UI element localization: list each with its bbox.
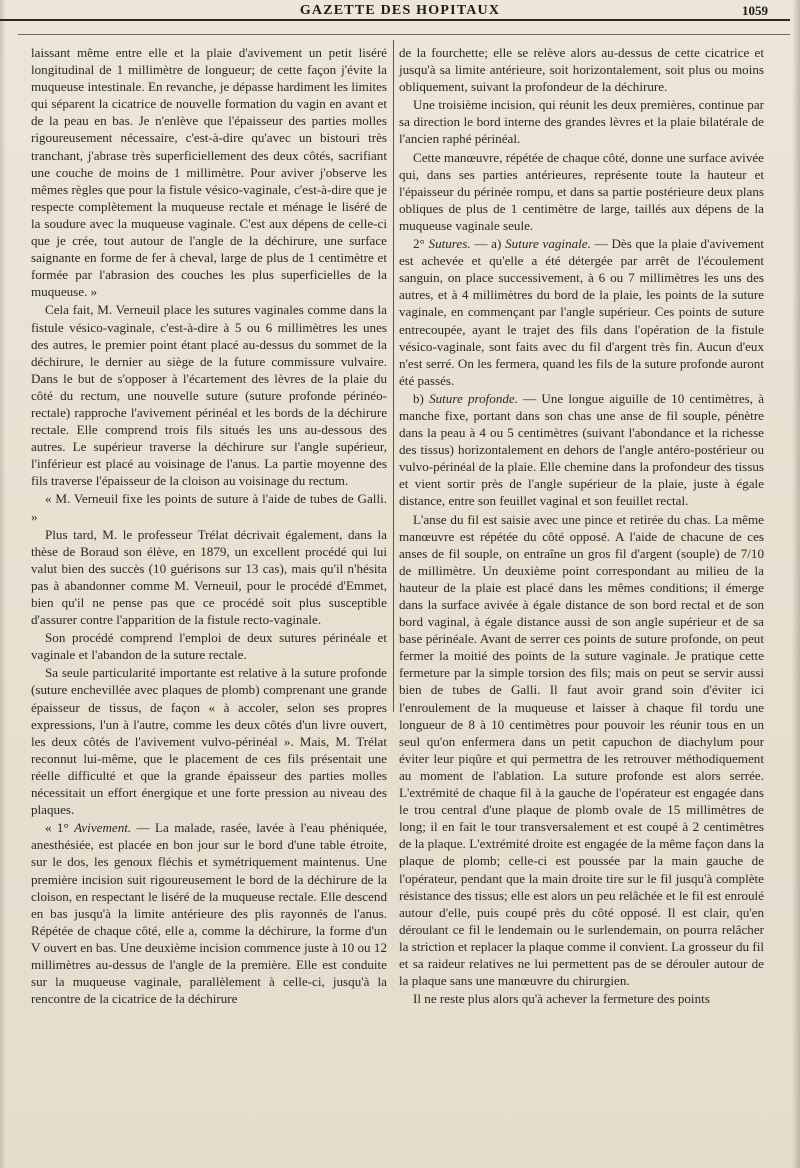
suture-profonde-text: — Une longue aiguille de 10 centimètres, à manche fixe, portant dans son chas une anse de fil souple, pénètre dans la peau à 4 ou 5 centimètres (suivant l'abondance et la richesse des tissus) horizontalement en dehors de l'angle antéro-postérieur ou vulvo-périnéal de la plaie. Elle chemine dans la profondeur des tissus et vient sortir près de l'angle supérieur de la plaie, juste à égale distance, entre son feuillet vaginal et son feuillet rectal. [399,390,765,509]
right-paragraph-6: L'anse du fil est saisie avec une pince et retirée du chas. La même manœuvre est répétée du côté opposé. A l'aide de chacune de ces anses de fil souple, on entraîne un gros fil d'argent (souple) de 7/10 de millimètre. Un deuxième point correspondant au milieu de la hauteur de la plaie est placé dans les mêmes conditions; il émerge dans la surface avivée à égale distance de son bord rectal et de son bord vaginal, à égale distance aussi de son angle supérieur et de sa base périnéale. Avant de serrer ces points de suture profonde, on peut fermer la moitié des points de la suture vaginale. Je pratique cette fermeture par la simple torsion des fils; mais on peut se servir aussi bien de tubes de Galli. Il faut avoir grand soin d'éviter ici l'enroulement de la muqueuse et laisser à chaque fil tordu une longueur de 8 à 10 centimètres pour pouvoir les réunir tous en un seul qu'on enfermera dans un petit capuchon de diachylum pour éviter leur piqûre et qui permettra de les retrouver méthodiquement au moment de l'ablation. La suture profonde est alors serrée. L'extrémité de chaque fil à la gauche de l'opérateur est engagée dans le trou central d'une plaque de plomb ovale de 15 millimètres de long; il en fait le tour transversalement et est coupé à 2 centimètres de la plaque. L'extrémité droite est engagée de la même façon dans la plaque de plomb; celle-ci est poussée par la main gauche de l'opérateur, pendant que la main droite tire sur le fil jusqu'à complète résistance des tissus; elle est alors un peu relâchée et le fil est enroulé autour d'elle, puis coupé près du côté opposé. Il est clair, qu'en déroulant ce fil le lendemain ou le surlendemain, on pourra relâcher la striction et replacer la plaque comme il convient. La grosseur du fil et sa raideur relatives ne lui permettent pas de se dérouler autour de la plaque sans une manœuvre du chirurgien. [399,511,764,989]
left-paragraph-5: Son procédé comprend l'emploi de deux sutures périnéale et vaginale et l'abandon de la suture rectale. [31,630,387,663]
suture-profonde-lead: b) [413,390,430,406]
left-paragraph-3: « M. Verneuil fixe les points de suture à l'aide de tubes de Galli. » [31,491,387,524]
right-paragraph-2: Une troisième incision, qui réunit les deux premières, continue par sa direction le bord interne des grandes lèvres et la plaie bilatérale de l'ancien raphé périnéal. [399,97,764,147]
left-paragraph-6: Sa seule particularité importante est relative à la suture profonde (suture enchevillée avec plaques de plomb) comprenant une grande épaisseur de tissus, de façon « à accoler, selon ses propres expressions, l'un à l'autre, comme les deux côtés d'un livre ouvert, les deux côtés de l'avivement vulvo-périnéal ». Mais, M. Trélat reconnut lui-même, que le placement de ces fils présentait une réelle difficulté et que la grande épaisseur des parties molles nécessitait un effort énergique et une forte pression au niveau des plaques. [31,665,387,818]
suture-vaginale-heading: Suture vaginale. [505,236,591,252]
page-gutter-shadow [0,0,6,1168]
right-paragraph-1: de la fourchette; elle se relève alors au-dessus de cette cicatrice et jusqu'à sa limite antérieure, soit horizontalement, soit plus ou moins obliquement, suivant la profondeur de la déchirure. [399,45,764,95]
left-column [31,44,387,1008]
header-underline [18,34,790,35]
avivement-text: — La malade, rasée, lavée à l'eau phéniquée, anesthésiée, est placée en bon jour sur le bord d'une table étroite, sur le dos, les genoux fléchis et symétriquement maintenus. Une première incision suit rigoureusement le bord de la déchirure de la cloison, en respectant le liséré de la muqueuse rectale. Elle descend en bas jusqu'à la limite antérieure des plis rayonnés de l'anus. Répétée de chaque côté, elle a, comme la déchirure, la forme d'un V ouvert en bas. Une deuxième incision commence juste à 10 ou 12 millimètres au-dessus de l'angle de la première. Elle est conduite sur la muqueuse vaginale, parallèlement à celle-ci, jusqu'à la rencontre de la cicatrice de la déchirure [31,820,387,1007]
running-head [0,0,800,22]
right-paragraph-7: Il ne reste plus alors qu'à achever la fermeture des points [413,991,710,1007]
right-paragraph-3: Cette manœuvre, répétée de chaque côté, donne une surface avivée qui, dans ses parties antérieures, représente toute la hauteur et l'épaisseur du périnée rompu, et dans sa partie postérieure deux plans obliques de plus de 1 centimètre de large, taillés aux dépens de la muqueuse vaginale seule. [399,149,764,233]
left-paragraph-4: Plus tard, M. le professeur Trélat décrivait également, dans la thèse de Boraud son élève, en 1879, un excellent procédé qui lui valut bien des succès (10 guérisons sur 13 cas), mais qu'il n'hésita pas à abandonner comme M. Verneuil, pour le procédé d'Emmet, bien qu'il ne pense pas que ce procédé soit plus susceptible d'assurer contre l'apparition de la fistule recto-vaginale. [31,526,387,628]
right-paragraph-5 [399,390,764,510]
avivement-heading: Avivement. [74,820,132,836]
left-paragraph-2: Cela fait, M. Verneuil place les sutures vaginales comme dans la fistule vésico-vaginale, c'est-à-dire à 5 ou 6 millimètres les unes des autres, le premier point étant placé au-dessus du sommet de la déchirure, le dernier au siège de la future commissure vulvaire. Dans le but de s'opposer à l'écartement des lèvres de la plaie du côté du rectum, une nouvelle suture (suture profonde périnéo-rectale) rapproche l'avivement périnéal et les bords de la déchirure rectale. Elle comprend trois fils situés les uns au-dessous des autres. Le supérieur traverse la déchirure sur l'angle supérieur, l'inférieur est placé au voisinage de l'anus. La partie moyenne des fils traverse l'épaisseur de la cloison au voisinage du rectum. [31,302,387,489]
header-rule [0,19,790,21]
right-paragraph-4 [399,235,764,389]
sutures-mid: — a) [470,236,506,252]
column-divider [393,40,394,712]
page-number: 1059 [742,3,768,18]
journal-title: GAZETTE DES HOPITAUX [299,3,501,18]
left-paragraph-1: laissant même entre elle et la plaie d'avivement un petit liséré longitudinal de 1 millimètre de longueur; de cette façon j'évite la muqueuse intestinale. En revanche, je dépasse hardiment les limites qui séparent la cicatrice de nouvelle formation du vagin en avant et de la peau en bas. Je n'enlève que l'épaisseur des parties molles rigoureusement nécessaire, c'est-à-dire qu'avec un bistouri très tranchant, j'abrase très superficiellement des deux côtés, sacrifiant une couche de moins de 1 millimètre. Pour aviver j'observe les mêmes règles que pour la fistule vésico-vaginale, c'est-à-dire que je respecte complètement la muqueuse rectale et ménage le liséré de la soudure avec la muqueuse vaginale. C'est aux dépens de celle-ci que je crée, tout autour de l'angle de la déchirure, une surface saignante en forme de fer à cheval, large de plus de 1 centimètre et formée par l'abrasion des couches les plus superficielles de la muqueuse. » [31,45,387,300]
right-column [399,44,764,1008]
suture-profonde-heading: Suture profonde. [429,390,519,406]
suture-vaginale-text: — Dès que la plaie d'avivement est achevée et qu'elle a été détergée par arrêt de l'écoulement sanguin, on place successivement, à 6 ou 7 millimètres les uns des autres, et à 4 millimètres du bord de la plaie, les points de la suture vaginale, en commençant par l'angle supérieur. Ces points de suture entrecoupée, ayant le trajet des fils dans l'opération de la fistule vésico-vaginale, sont faits avec du fil d'argent très fin. Aucun d'eux n'est serré. On les fermera, quand les fils de la suture profonde auront été passés. [399,236,765,388]
sutures-heading: Sutures. [428,236,471,252]
sutures-lead: 2° [413,236,429,252]
left-paragraph-7 [31,819,387,1007]
avivement-lead: « 1° [45,820,75,836]
page-edge-shadow [792,0,800,1168]
